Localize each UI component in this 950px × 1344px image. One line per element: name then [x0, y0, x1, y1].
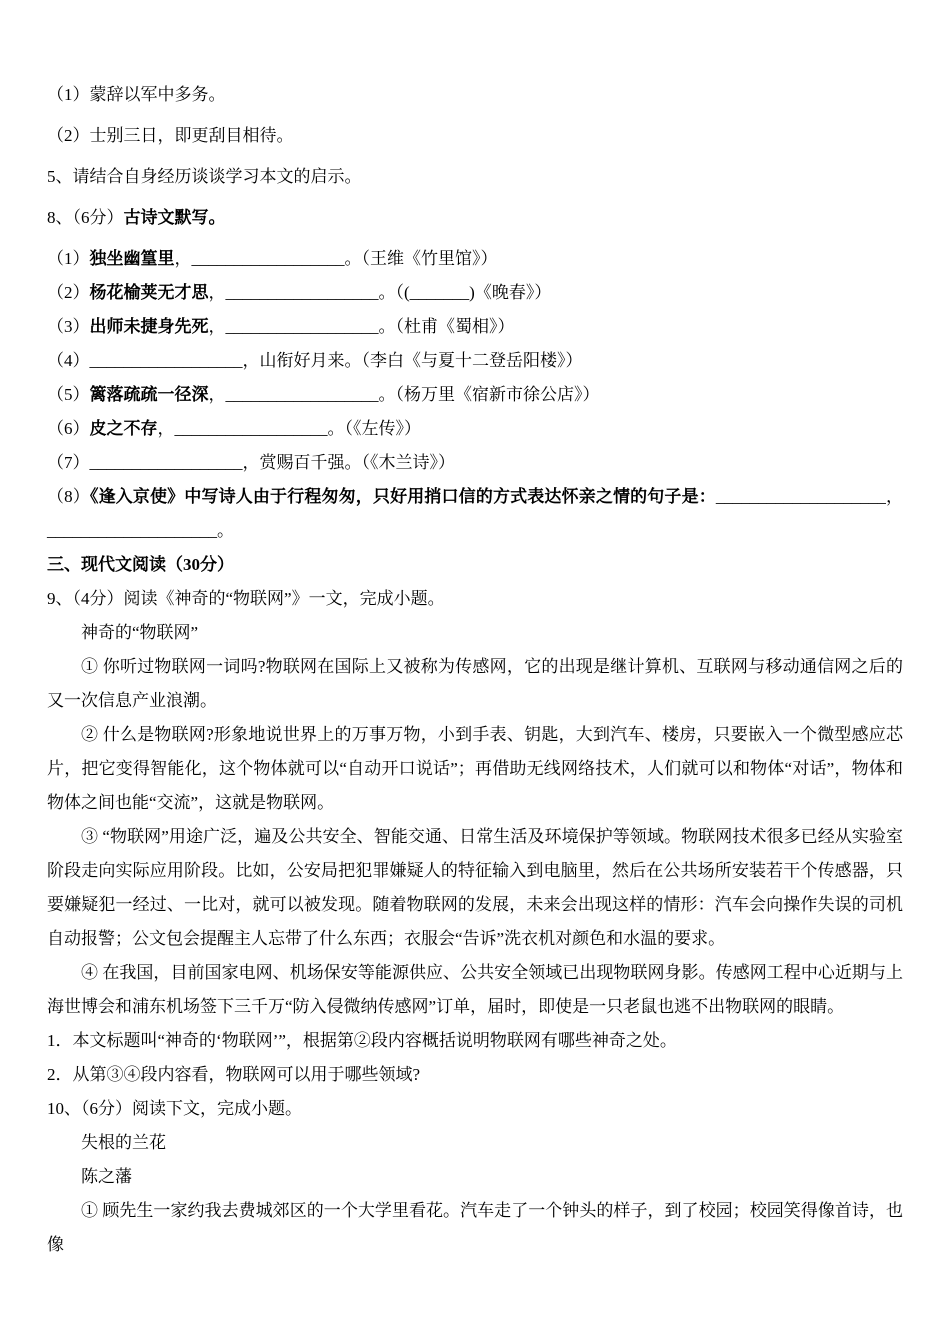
- text-segment: ，__________________。（王维《竹里馆》）: [174, 249, 498, 268]
- text-segment: 《逢入京使》中写诗人由于行程匆匆，只好用捎口信的方式表达怀亲之情的句子是：: [89, 487, 716, 506]
- poem-line: [47, 276, 903, 310]
- document-body: [47, 78, 903, 1262]
- text-segment: 杨花榆荚无才思: [89, 283, 209, 302]
- text-segment: 9、（4分）阅读《神奇的“物联网”》一文，完成小题。: [47, 589, 445, 608]
- text-segment: 出师未捷身先死: [89, 317, 209, 336]
- text-segment: 1．本文标题叫“神奇的‘物联网’”，根据第②段内容概括说明物联网有哪些神奇之处。: [47, 1031, 677, 1050]
- text-segment: ④ 在我国，目前国家电网、机场保安等能源供应、公共安全领域已出现物联网身影。传感网工程中心近期与上海世博会和浦东机场签下三千万“防入侵微纳传感网”订单，届时，即使是一只老鼠也逃不出物联网的眼睛。: [47, 963, 903, 1016]
- poem-line: [47, 412, 903, 446]
- body-paragraph: [47, 718, 903, 820]
- text-segment: （6）: [47, 419, 90, 438]
- body-paragraph: [47, 1194, 903, 1262]
- text-segment: 5、请结合自身经历谈谈学习本文的启示。: [47, 167, 362, 186]
- poem-line: [47, 242, 903, 276]
- text-segment: （1）: [47, 249, 90, 268]
- text-segment: ① 你听过物联网一词吗?物联网在国际上又被称为传感网，它的出现是继计算机、互联网与移动通信网之后的又一次信息产业浪潮。: [47, 657, 903, 710]
- text-segment: ② 什么是物联网?形象地说世界上的万事万物，小到手表、钥匙，大到汽车、楼房，只要嵌入一个微型感应芯片，把它变得智能化，这个物体就可以“自动开口说话”；再借助无线网络技术，人们就可以和物体“对话”，物体和物体之间也能“交流”，这就是物联网。: [47, 725, 903, 812]
- text-segment: ，__________________。（《左传》）: [157, 419, 421, 438]
- text-segment: ① 顾先生一家约我去费城郊区的一个大学里看花。汽车走了一个钟头的样子，到了校园；校园笑得像首诗，也像: [47, 1201, 903, 1254]
- text-segment: （5）: [47, 385, 90, 404]
- text-segment: ③ “物联网”用途广泛，遍及公共安全、智能交通、日常生活及环境保护等领域。物联网技术很多已经从实验室阶段走向实际应用阶段。比如，公安局把犯罪嫌疑人的特征输入到电脑里，然后在公共场所安装若干个传感器，只要嫌疑犯一经过、一比对，就可以被发现。随着物联网的发展，未来会出现这样的情形：汽车会向操作失误的司机自动报警；公文包会提醒主人忘带了什么东西；衣服会“告诉”洗衣机对颜色和水温的要求。: [47, 827, 903, 948]
- question-line: [47, 1024, 903, 1058]
- text-segment: ，__________________。（杜甫《蜀相》）: [208, 317, 515, 336]
- question-line: [47, 1092, 903, 1126]
- text-segment: 三、现代文阅读（30分）: [47, 555, 234, 574]
- text-segment: （7）__________________，赏赐百千强。（《木兰诗》）: [47, 453, 455, 472]
- article-title: [47, 1126, 903, 1160]
- text-segment: ，__________________。（杨万里《宿新市徐公店》）: [208, 385, 600, 404]
- text-segment: 10、（6分）阅读下文，完成小题。: [47, 1099, 302, 1118]
- text-segment: 篱落疏疏一径深: [89, 385, 209, 404]
- poem-line: [47, 480, 903, 548]
- poem-line: [47, 378, 903, 412]
- question-line: [47, 1058, 903, 1092]
- body-paragraph: [47, 650, 903, 718]
- text-segment: 神奇的“物联网”: [81, 623, 199, 642]
- poem-line: [47, 310, 903, 344]
- text-segment: 陈之藩: [81, 1167, 132, 1186]
- text-segment: 古诗文默写。: [123, 208, 226, 227]
- text-segment: （2）士别三日，即更刮目相待。: [47, 126, 294, 145]
- poem-line: [47, 446, 903, 480]
- text-segment: ____________________，____________________。: [47, 487, 904, 540]
- body-paragraph: [47, 956, 903, 1024]
- text-segment: 2．从第③④段内容看，物联网可以用于哪些领域?: [47, 1065, 421, 1084]
- poem-line: [47, 344, 903, 378]
- text-segment: （1）蒙辞以军中多务。: [47, 85, 226, 104]
- list-item: [47, 78, 903, 112]
- text-segment: 皮之不存: [89, 419, 158, 438]
- list-item: [47, 201, 903, 235]
- text-segment: ，__________________。（(_______)《晚春》）: [208, 283, 552, 302]
- text-segment: 失根的兰花: [81, 1133, 166, 1152]
- text-segment: （4）__________________，山衔好月来。（李白《与夏十二登岳阳楼》）: [47, 351, 583, 370]
- body-paragraph: [47, 820, 903, 956]
- text-segment: （2）: [47, 283, 90, 302]
- author-name: [47, 1160, 903, 1194]
- list-item: [47, 119, 903, 153]
- text-segment: 8、（6分）: [47, 208, 124, 227]
- question-line: [47, 582, 903, 616]
- section-heading: [47, 548, 903, 582]
- text-segment: （3）: [47, 317, 90, 336]
- article-title: [47, 616, 903, 650]
- text-segment: 独坐幽篁里: [89, 249, 175, 268]
- text-segment: （8）: [47, 487, 90, 506]
- list-item: [47, 160, 903, 194]
